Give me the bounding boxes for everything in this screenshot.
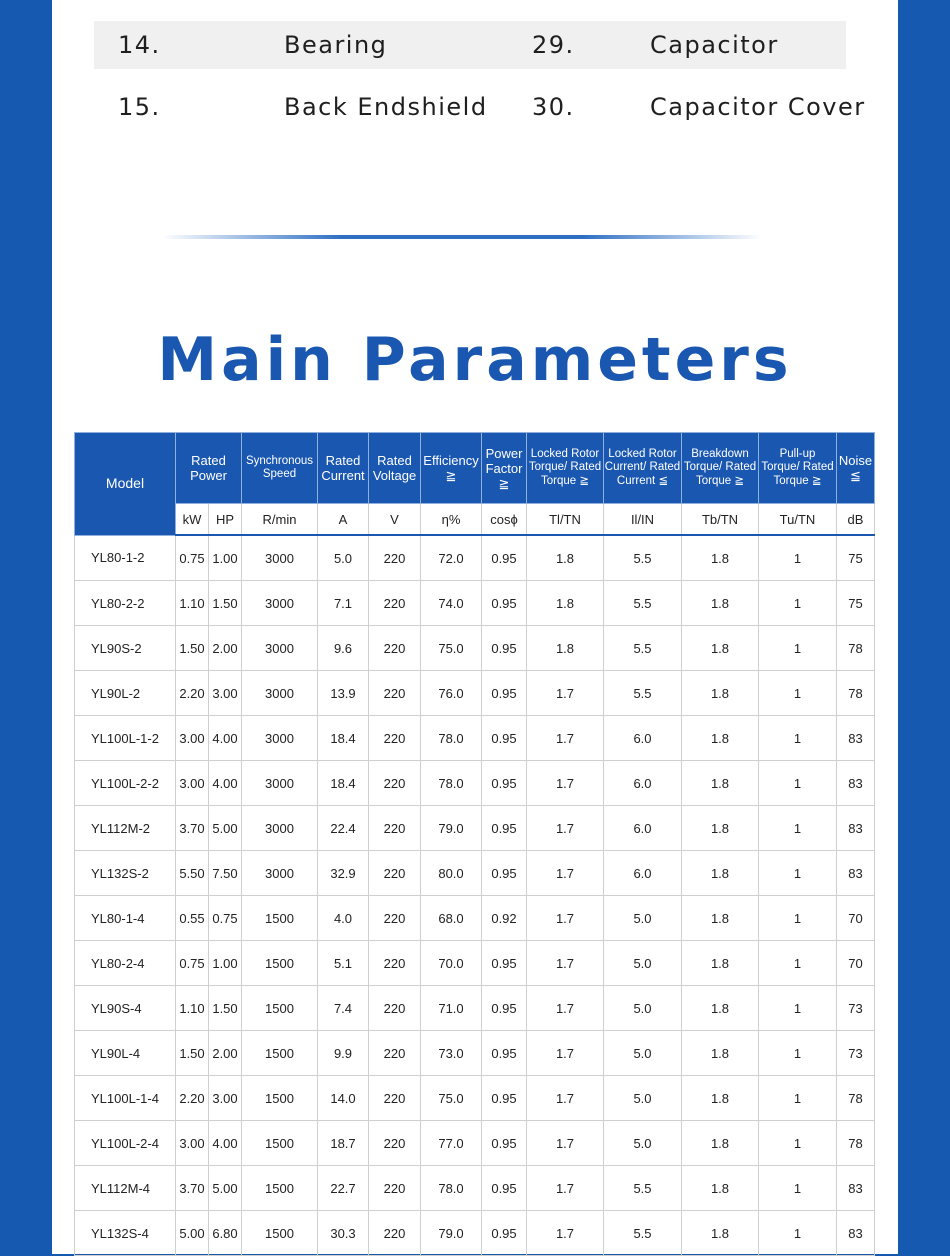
cell-sync-speed: 1500: [242, 1076, 318, 1121]
cell-power-factor: 0.92: [482, 896, 527, 941]
cell-model: YL100L-1-2: [75, 716, 176, 761]
cell-rated-power-hp: 1.50: [209, 986, 242, 1031]
cell-breakdown-torque: 1.8: [682, 671, 759, 716]
cell-rated-power-kw: 3.00: [176, 716, 209, 761]
cell-noise: 70: [837, 941, 875, 986]
cell-breakdown-torque: 1.8: [682, 626, 759, 671]
header-locked-current: Locked Rotor Current/ Rated Current ≦: [604, 433, 682, 504]
cell-breakdown-torque: 1.8: [682, 851, 759, 896]
cell-locked-torque: 1.7: [527, 1211, 604, 1256]
cell-power-factor: 0.95: [482, 851, 527, 896]
cell-pullup-torque: 1: [759, 1166, 837, 1211]
cell-rated-power-kw: 0.75: [176, 535, 209, 581]
header-rated-current: Rated Current: [318, 433, 369, 504]
cell-pullup-torque: 1: [759, 671, 837, 716]
table-row: [75, 1031, 875, 1076]
cell-rated-power-hp: 2.00: [209, 1031, 242, 1076]
cell-rated-power-kw: 3.70: [176, 806, 209, 851]
cell-power-factor: 0.95: [482, 1121, 527, 1166]
cell-breakdown-torque: 1.8: [682, 806, 759, 851]
cell-power-factor: 0.95: [482, 1211, 527, 1256]
cell-rated-voltage: 220: [369, 1166, 421, 1211]
cell-noise: 73: [837, 1031, 875, 1076]
cell-locked-torque: 1.7: [527, 761, 604, 806]
cell-rated-voltage: 220: [369, 716, 421, 761]
cell-rated-power-hp: 6.80: [209, 1211, 242, 1256]
part-name: Back Endshield: [284, 93, 488, 121]
cell-rated-current: 18.7: [318, 1121, 369, 1166]
table-row: [75, 941, 875, 986]
cell-locked-torque: 1.7: [527, 1121, 604, 1166]
table-row: [75, 896, 875, 941]
cell-model: YL90S-2: [75, 626, 176, 671]
cell-efficiency: 78.0: [421, 1166, 482, 1211]
table-row: [75, 806, 875, 851]
cell-noise: 83: [837, 1166, 875, 1211]
cell-sync-speed: 1500: [242, 1031, 318, 1076]
cell-rated-current: 5.1: [318, 941, 369, 986]
cell-locked-current: 5.5: [604, 626, 682, 671]
cell-sync-speed: 3000: [242, 671, 318, 716]
parts-row: [94, 21, 846, 69]
cell-breakdown-torque: 1.8: [682, 1121, 759, 1166]
cell-locked-current: 5.0: [604, 941, 682, 986]
cell-rated-power-kw: 3.70: [176, 1166, 209, 1211]
cell-rated-power-kw: 1.50: [176, 1031, 209, 1076]
cell-locked-current: 5.0: [604, 986, 682, 1031]
cell-noise: 78: [837, 671, 875, 716]
cell-rated-power-kw: 2.20: [176, 1076, 209, 1121]
cell-rated-current: 4.0: [318, 896, 369, 941]
cell-rated-power-kw: 3.00: [176, 1121, 209, 1166]
cell-pullup-torque: 1: [759, 535, 837, 581]
cell-power-factor: 0.95: [482, 761, 527, 806]
cell-rated-current: 7.4: [318, 986, 369, 1031]
parameters-table: [74, 432, 875, 1256]
table-row: [75, 626, 875, 671]
cell-power-factor: 0.95: [482, 941, 527, 986]
unit-kw: kW: [176, 504, 209, 536]
cell-locked-torque: 1.7: [527, 851, 604, 896]
parts-row: [94, 83, 866, 131]
cell-model: YL100L-2-2: [75, 761, 176, 806]
cell-pullup-torque: 1: [759, 581, 837, 626]
cell-rated-voltage: 220: [369, 761, 421, 806]
cell-locked-current: 6.0: [604, 851, 682, 896]
table-row: [75, 761, 875, 806]
cell-efficiency: 79.0: [421, 1211, 482, 1256]
header-pullup-torque: Pull-up Torque/ Rated Torque ≧: [759, 433, 837, 504]
cell-noise: 83: [837, 1211, 875, 1256]
cell-efficiency: 78.0: [421, 761, 482, 806]
cell-power-factor: 0.95: [482, 535, 527, 581]
cell-noise: 83: [837, 806, 875, 851]
cell-sync-speed: 3000: [242, 761, 318, 806]
cell-locked-current: 5.0: [604, 896, 682, 941]
cell-locked-torque: 1.7: [527, 1031, 604, 1076]
cell-model: YL90S-4: [75, 986, 176, 1031]
cell-rated-current: 9.9: [318, 1031, 369, 1076]
cell-rated-voltage: 220: [369, 1211, 421, 1256]
table-row: [75, 1076, 875, 1121]
cell-locked-current: 5.5: [604, 581, 682, 626]
header-sync-speed: Synchronous Speed: [242, 433, 318, 504]
part-name: Capacitor Cover: [650, 93, 866, 121]
cell-noise: 78: [837, 626, 875, 671]
units-row: [75, 504, 875, 536]
cell-efficiency: 77.0: [421, 1121, 482, 1166]
unit-volt: V: [369, 504, 421, 536]
unit-power-factor: cosϕ: [482, 504, 527, 536]
table-row: [75, 1211, 875, 1256]
cell-efficiency: 75.0: [421, 1076, 482, 1121]
cell-rated-voltage: 220: [369, 896, 421, 941]
cell-power-factor: 0.95: [482, 581, 527, 626]
cell-rated-power-kw: 5.50: [176, 851, 209, 896]
unit-pullup: Tu/TN: [759, 504, 837, 536]
unit-rpm: R/min: [242, 504, 318, 536]
cell-sync-speed: 1500: [242, 896, 318, 941]
cell-power-factor: 0.95: [482, 1166, 527, 1211]
cell-rated-voltage: 220: [369, 671, 421, 716]
cell-model: YL112M-4: [75, 1166, 176, 1211]
header-power-factor: Power Factor ≧: [482, 433, 527, 504]
cell-rated-power-hp: 3.00: [209, 1076, 242, 1121]
cell-locked-current: 5.5: [604, 1166, 682, 1211]
cell-noise: 75: [837, 581, 875, 626]
table-body: [75, 535, 875, 1256]
cell-model: YL132S-2: [75, 851, 176, 896]
cell-rated-power-kw: 1.10: [176, 986, 209, 1031]
cell-noise: 83: [837, 761, 875, 806]
cell-noise: 75: [837, 535, 875, 581]
cell-breakdown-torque: 1.8: [682, 941, 759, 986]
cell-rated-power-kw: 3.00: [176, 761, 209, 806]
cell-model: YL112M-2: [75, 806, 176, 851]
cell-rated-current: 9.6: [318, 626, 369, 671]
cell-sync-speed: 1500: [242, 986, 318, 1031]
cell-locked-current: 5.5: [604, 1211, 682, 1256]
cell-rated-power-kw: 2.20: [176, 671, 209, 716]
cell-rated-voltage: 220: [369, 626, 421, 671]
unit-amp: A: [318, 504, 369, 536]
table-row: [75, 1121, 875, 1166]
cell-efficiency: 75.0: [421, 626, 482, 671]
cell-sync-speed: 1500: [242, 1121, 318, 1166]
cell-pullup-torque: 1: [759, 1211, 837, 1256]
cell-power-factor: 0.95: [482, 986, 527, 1031]
unit-noise: dB: [837, 504, 875, 536]
cell-locked-torque: 1.7: [527, 671, 604, 716]
page-panel: [52, 0, 898, 1254]
part-name: Bearing: [284, 31, 388, 59]
cell-rated-current: 22.4: [318, 806, 369, 851]
cell-rated-power-hp: 1.50: [209, 581, 242, 626]
header-locked-torque: Locked Rotor Torque/ Rated Torque ≧: [527, 433, 604, 504]
cell-power-factor: 0.95: [482, 671, 527, 716]
parts-list: [94, 21, 866, 131]
cell-model: YL80-2-2: [75, 581, 176, 626]
cell-rated-current: 7.1: [318, 581, 369, 626]
cell-pullup-torque: 1: [759, 1121, 837, 1166]
cell-rated-voltage: 220: [369, 1121, 421, 1166]
cell-pullup-torque: 1: [759, 941, 837, 986]
unit-locked-torque: Tl/TN: [527, 504, 604, 536]
cell-rated-voltage: 220: [369, 806, 421, 851]
cell-locked-torque: 1.7: [527, 806, 604, 851]
cell-rated-voltage: 220: [369, 1076, 421, 1121]
cell-breakdown-torque: 1.8: [682, 896, 759, 941]
cell-locked-torque: 1.7: [527, 941, 604, 986]
cell-locked-current: 6.0: [604, 806, 682, 851]
cell-rated-power-hp: 1.00: [209, 941, 242, 986]
cell-rated-current: 14.0: [318, 1076, 369, 1121]
section-divider: [162, 235, 762, 239]
cell-rated-current: 5.0: [318, 535, 369, 581]
cell-rated-current: 22.7: [318, 1166, 369, 1211]
table-row: [75, 986, 875, 1031]
unit-locked-current: Il/IN: [604, 504, 682, 536]
cell-pullup-torque: 1: [759, 1031, 837, 1076]
cell-efficiency: 74.0: [421, 581, 482, 626]
cell-pullup-torque: 1: [759, 761, 837, 806]
cell-noise: 78: [837, 1121, 875, 1166]
cell-rated-power-kw: 0.55: [176, 896, 209, 941]
cell-locked-current: 5.0: [604, 1076, 682, 1121]
cell-sync-speed: 3000: [242, 806, 318, 851]
header-efficiency: Efficiency ≧: [421, 433, 482, 504]
cell-rated-power-kw: 1.10: [176, 581, 209, 626]
cell-rated-current: 18.4: [318, 761, 369, 806]
cell-breakdown-torque: 1.8: [682, 535, 759, 581]
cell-pullup-torque: 1: [759, 986, 837, 1031]
cell-rated-voltage: 220: [369, 851, 421, 896]
part-number: 29.: [532, 31, 575, 59]
cell-locked-current: 5.5: [604, 671, 682, 716]
header-row: [75, 433, 875, 504]
table-row: [75, 716, 875, 761]
cell-power-factor: 0.95: [482, 806, 527, 851]
cell-noise: 83: [837, 851, 875, 896]
cell-locked-torque: 1.7: [527, 1166, 604, 1211]
cell-rated-current: 30.3: [318, 1211, 369, 1256]
cell-breakdown-torque: 1.8: [682, 1031, 759, 1076]
cell-pullup-torque: 1: [759, 1076, 837, 1121]
part-name: Capacitor: [650, 31, 779, 59]
cell-breakdown-torque: 1.8: [682, 761, 759, 806]
header-rated-power: Rated Power: [176, 433, 242, 504]
cell-rated-voltage: 220: [369, 986, 421, 1031]
cell-breakdown-torque: 1.8: [682, 716, 759, 761]
cell-locked-current: 6.0: [604, 761, 682, 806]
cell-efficiency: 68.0: [421, 896, 482, 941]
cell-rated-power-hp: 5.00: [209, 806, 242, 851]
cell-model: YL80-1-2: [75, 535, 176, 581]
cell-rated-current: 18.4: [318, 716, 369, 761]
cell-noise: 73: [837, 986, 875, 1031]
cell-noise: 70: [837, 896, 875, 941]
cell-efficiency: 79.0: [421, 806, 482, 851]
cell-model: YL80-2-4: [75, 941, 176, 986]
cell-rated-power-kw: 0.75: [176, 941, 209, 986]
header-model: Model: [75, 433, 176, 536]
cell-locked-torque: 1.7: [527, 716, 604, 761]
cell-noise: 83: [837, 716, 875, 761]
cell-locked-current: 5.0: [604, 1031, 682, 1076]
cell-breakdown-torque: 1.8: [682, 1076, 759, 1121]
cell-rated-power-hp: 4.00: [209, 716, 242, 761]
cell-rated-power-hp: 3.00: [209, 671, 242, 716]
cell-locked-torque: 1.7: [527, 896, 604, 941]
cell-rated-power-hp: 0.75: [209, 896, 242, 941]
header-breakdown-torque: Breakdown Torque/ Rated Torque ≧: [682, 433, 759, 504]
cell-locked-torque: 1.7: [527, 986, 604, 1031]
header-noise: Noise ≦: [837, 433, 875, 504]
table-row: [75, 535, 875, 581]
cell-locked-torque: 1.8: [527, 581, 604, 626]
cell-pullup-torque: 1: [759, 851, 837, 896]
cell-breakdown-torque: 1.8: [682, 1166, 759, 1211]
table-row: [75, 851, 875, 896]
cell-pullup-torque: 1: [759, 716, 837, 761]
cell-model: YL90L-4: [75, 1031, 176, 1076]
part-number: 30.: [532, 93, 575, 121]
cell-power-factor: 0.95: [482, 1031, 527, 1076]
cell-rated-voltage: 220: [369, 581, 421, 626]
cell-sync-speed: 3000: [242, 851, 318, 896]
cell-model: YL132S-4: [75, 1211, 176, 1256]
part-number: 15.: [118, 93, 161, 121]
cell-locked-torque: 1.8: [527, 535, 604, 581]
cell-rated-voltage: 220: [369, 941, 421, 986]
cell-pullup-torque: 1: [759, 626, 837, 671]
unit-hp: HP: [209, 504, 242, 536]
cell-pullup-torque: 1: [759, 806, 837, 851]
table-row: [75, 581, 875, 626]
cell-model: YL80-1-4: [75, 896, 176, 941]
part-number: 14.: [118, 31, 161, 59]
cell-sync-speed: 3000: [242, 581, 318, 626]
cell-efficiency: 73.0: [421, 1031, 482, 1076]
cell-sync-speed: 1500: [242, 941, 318, 986]
cell-rated-power-hp: 1.00: [209, 535, 242, 581]
cell-rated-power-kw: 5.00: [176, 1211, 209, 1256]
cell-model: YL90L-2: [75, 671, 176, 716]
cell-power-factor: 0.95: [482, 716, 527, 761]
cell-efficiency: 78.0: [421, 716, 482, 761]
unit-efficiency: η%: [421, 504, 482, 536]
cell-locked-current: 5.5: [604, 535, 682, 581]
cell-rated-power-hp: 4.00: [209, 761, 242, 806]
cell-rated-power-hp: 2.00: [209, 626, 242, 671]
cell-breakdown-torque: 1.8: [682, 581, 759, 626]
cell-sync-speed: 3000: [242, 716, 318, 761]
header-rated-voltage: Rated Voltage: [369, 433, 421, 504]
cell-sync-speed: 1500: [242, 1166, 318, 1211]
cell-rated-current: 13.9: [318, 671, 369, 716]
cell-efficiency: 76.0: [421, 671, 482, 716]
cell-rated-voltage: 220: [369, 535, 421, 581]
cell-power-factor: 0.95: [482, 1076, 527, 1121]
cell-efficiency: 70.0: [421, 941, 482, 986]
cell-rated-power-hp: 5.00: [209, 1166, 242, 1211]
cell-sync-speed: 3000: [242, 535, 318, 581]
table-row: [75, 1166, 875, 1211]
cell-locked-current: 5.0: [604, 1121, 682, 1166]
cell-model: YL100L-1-4: [75, 1076, 176, 1121]
table-row: [75, 671, 875, 716]
cell-rated-voltage: 220: [369, 1031, 421, 1076]
cell-breakdown-torque: 1.8: [682, 986, 759, 1031]
cell-efficiency: 80.0: [421, 851, 482, 896]
cell-model: YL100L-2-4: [75, 1121, 176, 1166]
cell-efficiency: 72.0: [421, 535, 482, 581]
cell-locked-torque: 1.8: [527, 626, 604, 671]
cell-noise: 78: [837, 1076, 875, 1121]
cell-breakdown-torque: 1.8: [682, 1211, 759, 1256]
cell-rated-current: 32.9: [318, 851, 369, 896]
cell-sync-speed: 3000: [242, 626, 318, 671]
cell-pullup-torque: 1: [759, 896, 837, 941]
cell-rated-power-hp: 7.50: [209, 851, 242, 896]
unit-breakdown: Tb/TN: [682, 504, 759, 536]
section-title: Main Parameters: [157, 325, 793, 395]
cell-power-factor: 0.95: [482, 626, 527, 671]
cell-sync-speed: 1500: [242, 1211, 318, 1256]
cell-rated-power-kw: 1.50: [176, 626, 209, 671]
cell-efficiency: 71.0: [421, 986, 482, 1031]
cell-rated-power-hp: 4.00: [209, 1121, 242, 1166]
cell-locked-current: 6.0: [604, 716, 682, 761]
cell-locked-torque: 1.7: [527, 1076, 604, 1121]
